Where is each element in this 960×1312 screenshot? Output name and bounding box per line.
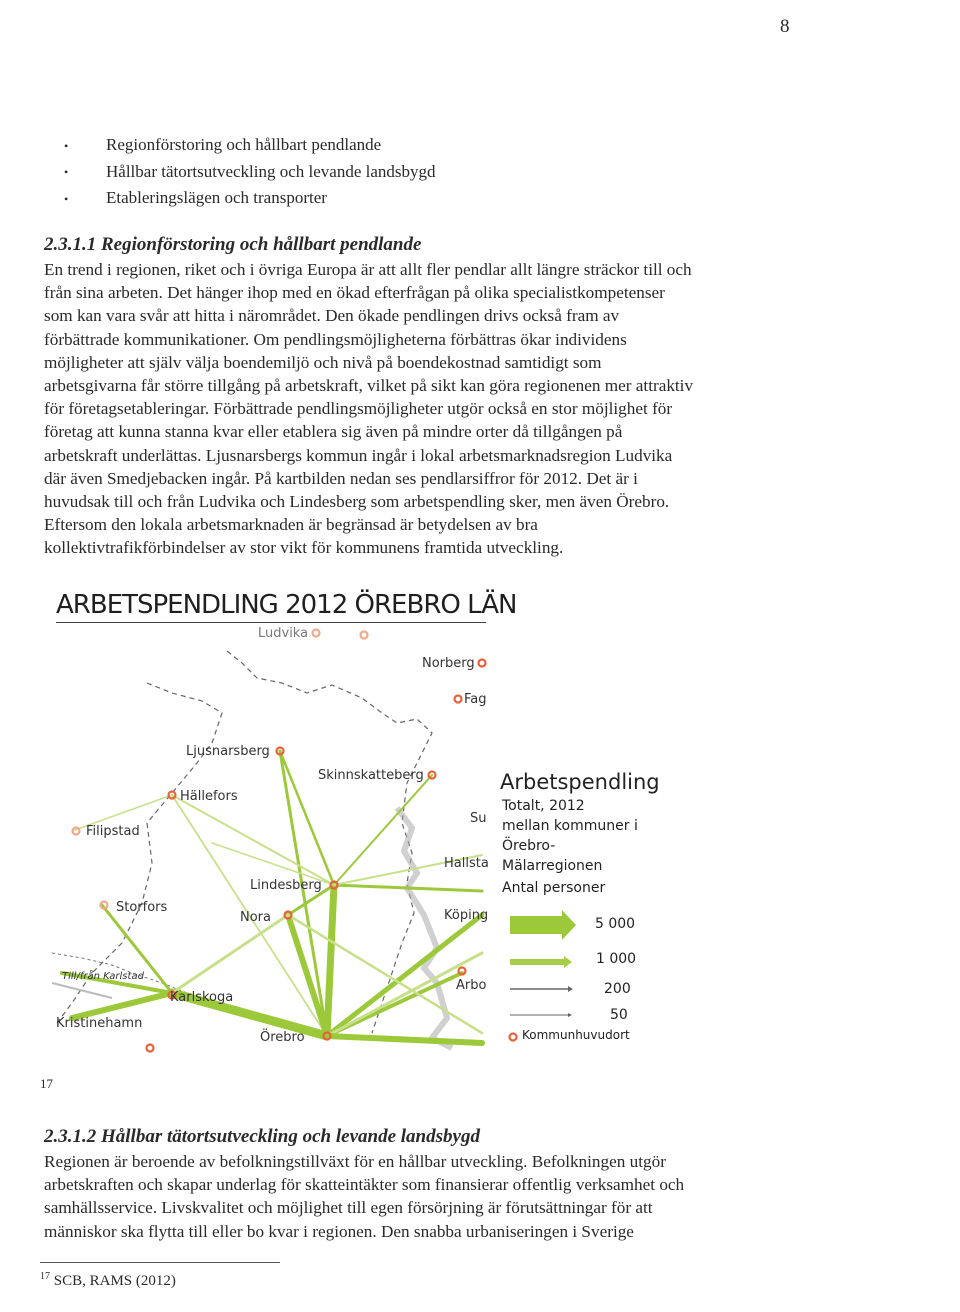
town-marker [73,828,80,835]
section-paragraph-1 [44,258,804,560]
flow-line [327,885,334,1036]
place-label-orebro: Örebro [260,1030,305,1045]
place-label-surahammar: Su [470,811,487,826]
bullet-list [64,132,436,212]
paragraph-line: företag att kunna stanna kvar eller etablera sig även på mindre orter då tillgången på [44,422,623,442]
paragraph-line: Regionen är beroende av befolkningstillväxt för en hållbar utveckling. Befolkningen utgör [44,1152,666,1171]
map-title: ARBETSPENDLING 2012 ÖREBRO LÄN [56,590,517,620]
place-label-norberg: Norberg [422,656,475,671]
bullet-text: Hållbar tätortsutveckling och levande landsbygd [106,161,436,181]
legend-subtitle-line: mellan kommuner i [502,818,638,834]
legend-arrow-1000 [510,956,572,968]
bullet-item [64,185,436,212]
flow-line [327,953,482,1036]
bullet-text: Regionförstoring och hållbart pendlande [106,135,382,154]
place-label-nora: Nora [240,910,271,925]
paragraph-line: där även Smedjebacken ingår. På kartbilden nedan ses pendlarsiffror för 2012. Det är i [44,468,638,488]
section-heading-1: 2.3.1.1 Regionförstoring och hållbart pendlande [44,234,422,255]
place-label-fagersta: Fag [464,692,487,707]
legend-value-50: 50 [610,1007,628,1023]
place-label-skinnskatteberg: Skinnskatteberg [318,768,424,783]
town-marker [479,660,486,667]
legend-value-1000: 1 000 [596,951,637,967]
paragraph-line: som kan vara svår att hitta i närområdet. Den ökade pendlingen drivs också fram av [44,306,620,326]
paragraph-line: samhällsservice. Livskvalitet och möjlighet till egen försörjning är förutsättningar för att [44,1198,653,1218]
legend-symbols [500,770,700,1050]
paragraph-line: huvudsak till och från Ludvika och Lindesberg som arbetspendling sker, men även Örebro. [44,492,670,512]
bullet-dot-icon: • [64,138,69,153]
legend-arrow-200-head [568,986,573,992]
place-label-karlstad: Till/från Karlstad [62,971,144,982]
flow-line [52,983,112,998]
place-label-arboga: Arbo [456,978,487,993]
paragraph-line: En trend i regionen, riket och i övriga Europa är att allt fler pendlar allt längre sträckor till och [44,260,692,279]
legend-subtitle-line: Totalt, 2012 [502,798,585,814]
flow-line [327,1036,482,1043]
page-number: 8 [780,16,790,37]
legend-title: Arbetspendling [500,770,660,794]
lake-shape [397,808,452,1048]
paragraph-line: för företagsetableringar. Förbättrade pendlingsmöjligheter utgör också en stor möjlighet för [44,399,673,419]
paragraph-line: människor ska flytta till eller bo kvar i regionen. Den snabba urbaniseringen i Sverige [44,1221,634,1241]
place-label-karlskoga: Karlskoga [170,990,234,1005]
bullet-text: Etableringslägen och transporter [106,188,327,208]
legend-subtitle-line: Örebro- [502,838,556,854]
paragraph-line: från sina arbeten. Det hänger ihop med en ökad efterfrågan på olika specialistkompetenser [44,283,665,303]
flow-line [172,915,288,993]
place-label-ludvika: Ludvika [258,626,309,641]
legend-arrow-5000 [510,910,576,940]
legend-town-marker [510,1034,517,1041]
commuting-map [52,623,492,1058]
legend-town-label: Kommunhuvudort [522,1028,630,1042]
paragraph-line: arbetskraften och skapar underlag för skatteintäkter som finansierar offentlig verksamhet och [44,1175,685,1195]
bullet-item [64,132,436,159]
town-marker [313,630,320,637]
legend-subtitle-line: Mälarregionen [502,858,603,874]
bullet-item [64,159,436,186]
legend-value-200: 200 [604,981,631,997]
footnote-number: 17 [40,1271,50,1282]
legend-value-5000: 5 000 [595,916,636,932]
section-heading-2: 2.3.1.2 Hållbar tätortsutveckling och levande landsbygd [44,1126,480,1147]
paragraph-line: Eftersom den lokala arbetsmarknaden är begränsad är betydelsen av bra [44,515,538,535]
paragraph-line: möjligheter att själv välja boendemiljö och nivå på boendekostnad samtidigt som [44,352,602,372]
footnote [40,1271,176,1290]
footnote-divider [40,1262,280,1263]
legend-arrow-50-head [568,1013,572,1017]
bullet-dot-icon: • [64,191,69,206]
town-marker [361,632,368,639]
place-label-kristinehamn: Kristinehamn [56,1016,143,1031]
place-label-storfors: Storfors [116,900,168,915]
flow-line [288,915,327,1036]
paragraph-line: arbetskraft underlättas. Ljusnarsbergs kommun ingår i lokal arbetsmarknadsregion Ludvika [44,445,673,465]
paragraph-line: kollektivtrafikförbindelser av stor vikt för kommunens framtida utveckling. [44,538,564,558]
town-marker [147,1045,154,1052]
place-label-ljusnarsberg: Ljusnarsberg [186,744,270,759]
footnote-text: SCB, RAMS (2012) [53,1273,176,1289]
legend-unit-label: Antal personer [502,880,606,896]
town-marker [455,696,462,703]
place-label-filipstad: Filipstad [86,824,140,839]
place-label-lindesberg: Lindesberg [250,878,322,893]
town-marker [101,902,108,909]
paragraph-line: arbetsgivarna får större tillgång på arbetskraft, vilket på sikt kan göra regionenen mer attraktiv [44,376,694,396]
flow-line [72,993,172,1018]
town-marker [459,968,466,975]
place-label-hallstahammar: Hallsta [444,856,489,871]
place-label-hallefors: Hällefors [180,789,238,804]
bullet-dot-icon: • [64,165,69,180]
figure-footnote-ref: 17 [40,1076,53,1091]
flow-line [172,795,334,885]
paragraph-line: förbättrade kommunikationer. Om pendlingsmöjligheterna förbättras ökar individens [44,329,627,349]
place-label-koping: Köping [444,908,489,923]
section-paragraph-2 [44,1150,804,1243]
